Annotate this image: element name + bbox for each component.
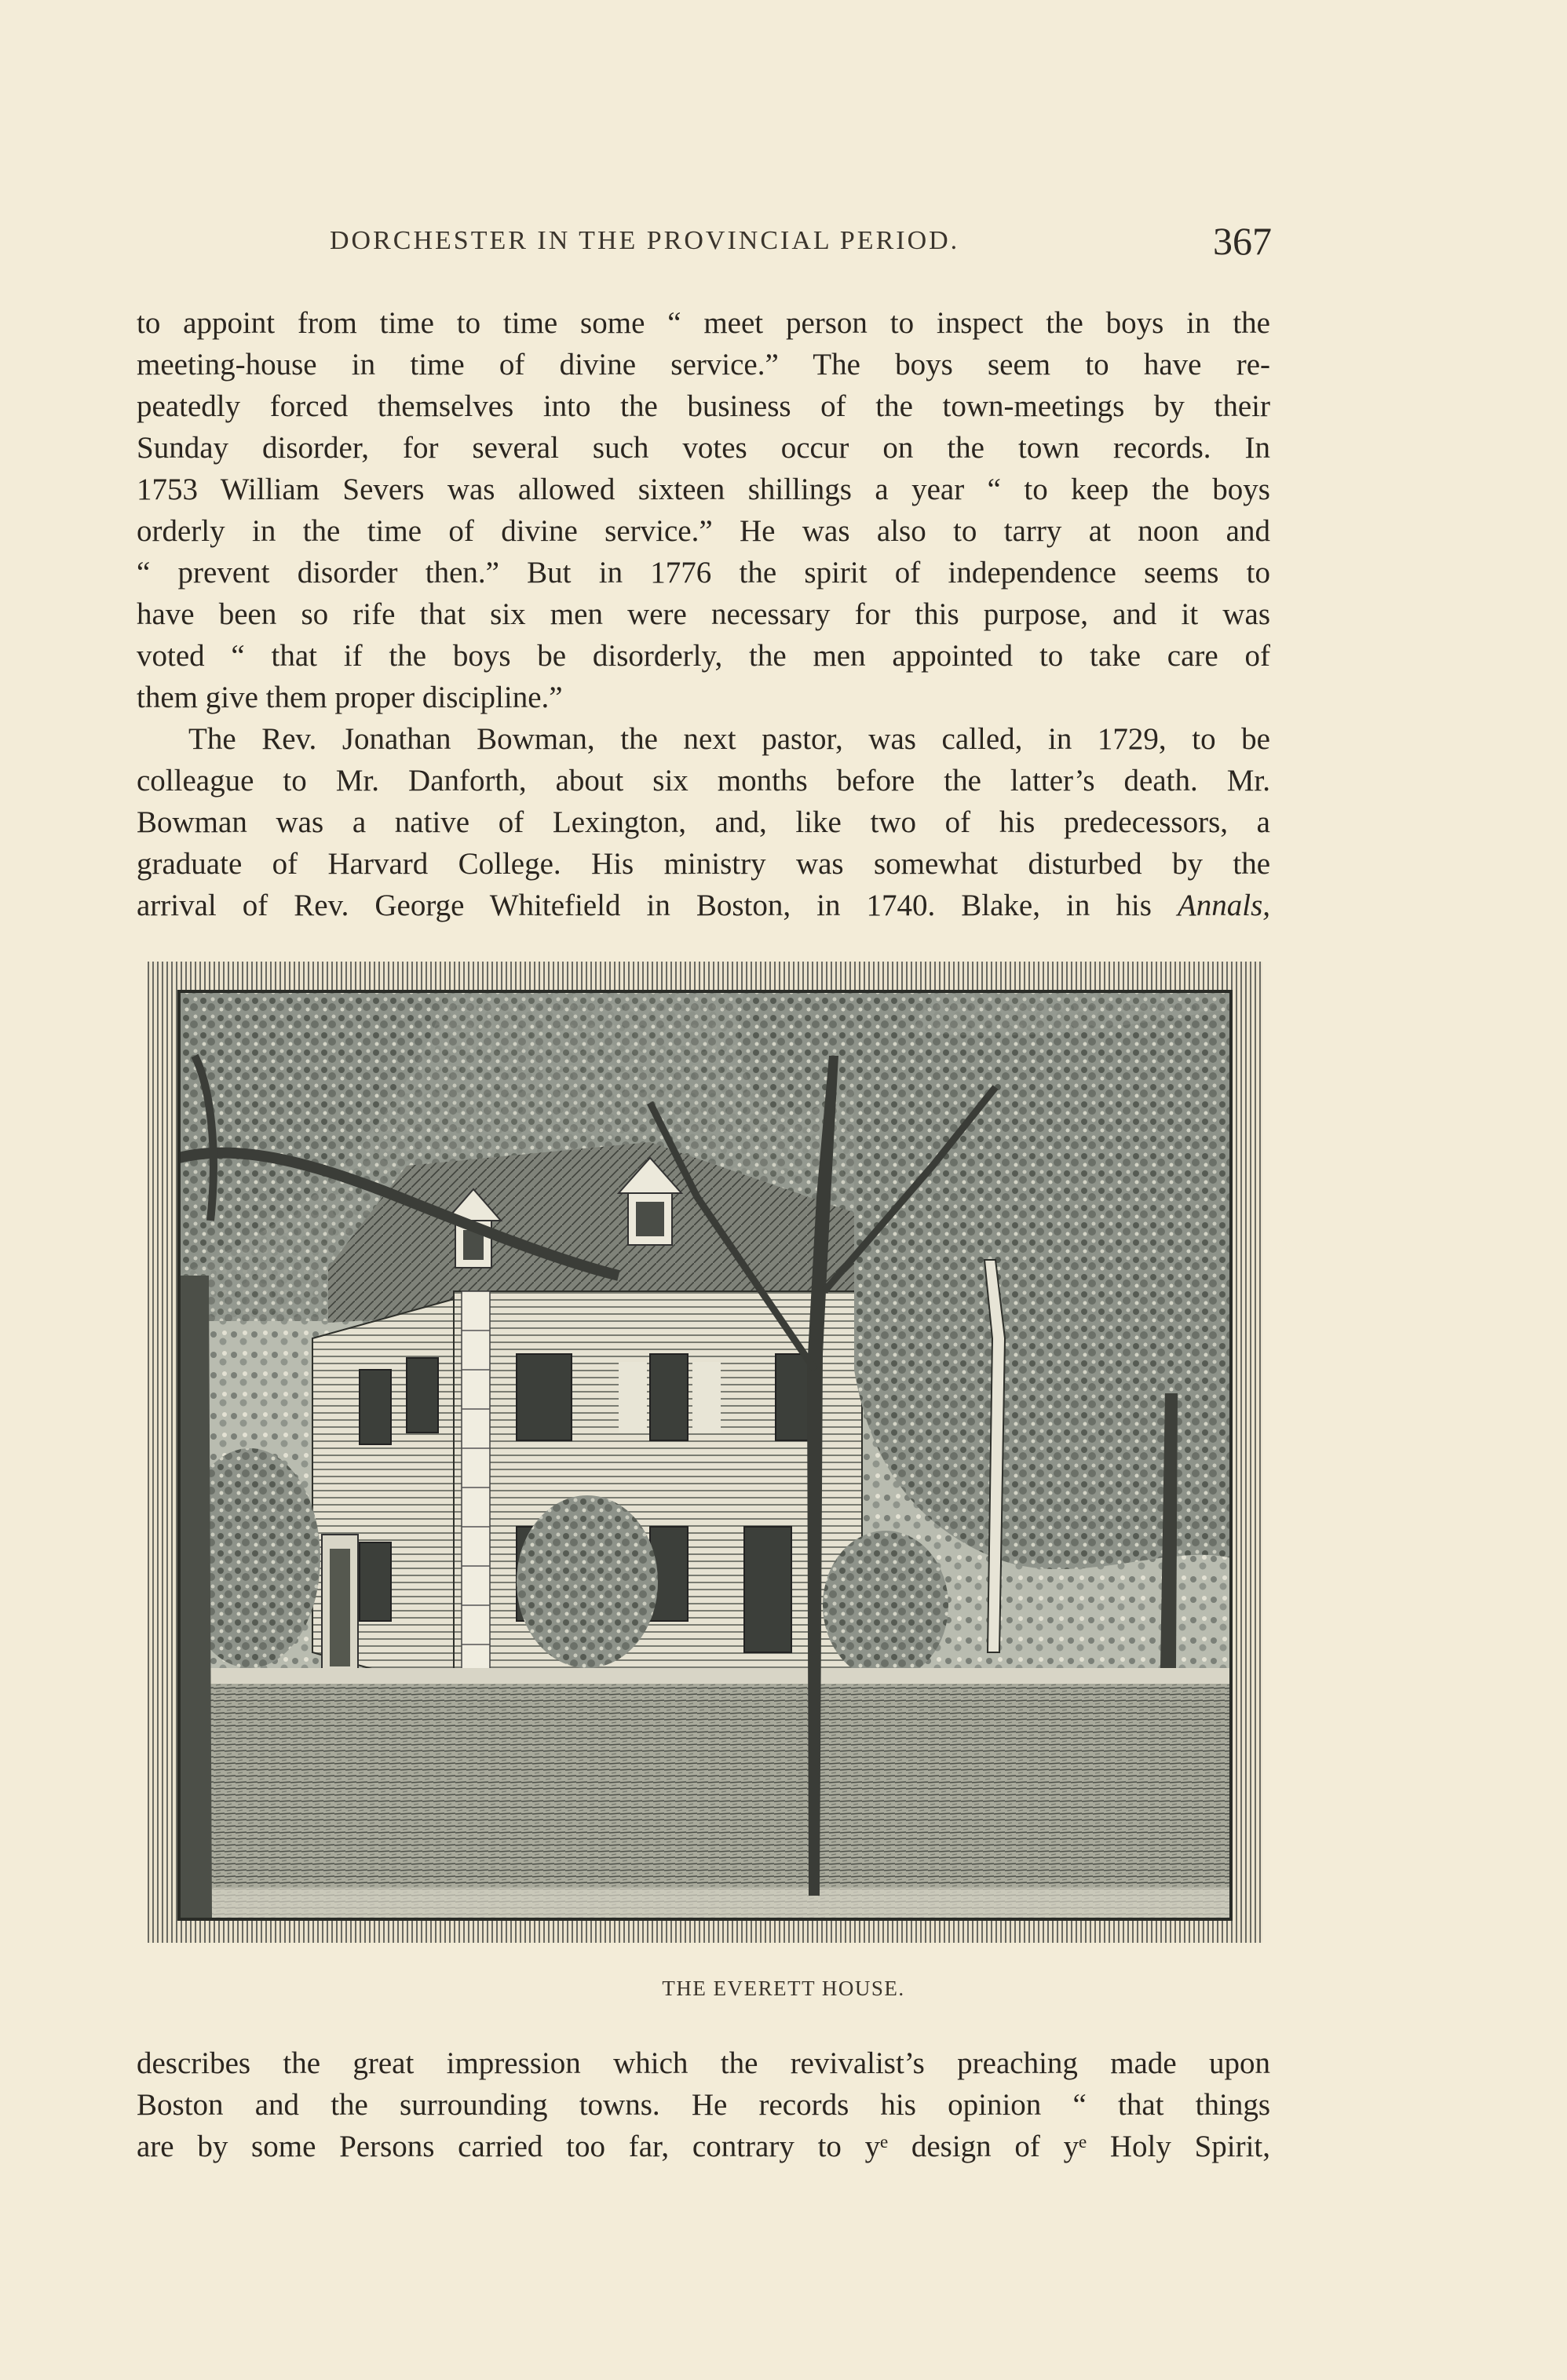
text-line: The Rev. Jonathan Bowman, the next pastor, was called, in 1729, to be — [188, 722, 1270, 756]
running-title: DORCHESTER IN THE PROVINCIAL PERIOD. — [330, 226, 960, 255]
text-line: them give them proper discipline.” — [137, 681, 563, 714]
paragraph-revivalist — [137, 2042, 1270, 2167]
page-number: 367 — [1213, 219, 1272, 263]
text-line: describes the great impression which the revivalist’s preaching made upon — [137, 2046, 1270, 2080]
figure-caption: THE EVERETT HOUSE. — [662, 1977, 905, 2000]
text-line: are by some Persons carried too far, contrary to yᵉ design of yᵉ Holy Spirit, — [137, 2130, 1270, 2163]
text-line: orderly in the time of divine service.” He was also to tarry at noon and — [137, 514, 1270, 548]
text-line: 1753 William Severs was allowed sixteen shillings a year “ to keep the boys — [137, 473, 1270, 506]
everett-house-engraving — [148, 962, 1262, 1951]
text-line: have been so rife that six men were necessary for this purpose, and it was — [137, 597, 1270, 631]
text-fragment: arrival of Rev. George Whitefield in Boston, in 1740. Blake, in his — [137, 889, 1152, 922]
paragraph-boys-discipline — [137, 302, 1270, 718]
engraving-illustration — [148, 962, 1262, 1951]
text-line: “ prevent disorder then.” But in 1776 the spirit of independence seems to — [137, 556, 1270, 590]
text-line: voted “ that if the boys be disorderly, the men appointed to take care of — [137, 639, 1270, 673]
text-line: graduate of Harvard College. His ministry was somewhat disturbed by the — [137, 847, 1270, 881]
text-line: to appoint from time to time some “ meet person to inspect the boys in the — [137, 306, 1270, 340]
text-line: colleague to Mr. Danforth, about six months before the latter’s death. Mr. — [137, 764, 1270, 798]
text-line: meeting-house in time of divine service.” The boys seem to have re- — [137, 348, 1270, 381]
text-line: Boston and the surrounding towns. He records his opinion “ that things — [137, 2088, 1270, 2122]
text-line: peatedly forced themselves into the business of the town-meetings by their — [137, 389, 1270, 423]
body-text-top — [137, 302, 1270, 926]
annals-italic: Annals, — [1177, 889, 1271, 922]
text-line-with-annals — [137, 885, 1270, 926]
body-text-bottom — [137, 2042, 1270, 2167]
running-head — [133, 221, 1272, 268]
paragraph-bowman — [137, 718, 1270, 926]
text-line: Bowman was a native of Lexington, and, like two of his predecessors, a — [137, 805, 1270, 839]
text-line: Sunday disorder, for several such votes occur on the town records. In — [137, 431, 1270, 465]
